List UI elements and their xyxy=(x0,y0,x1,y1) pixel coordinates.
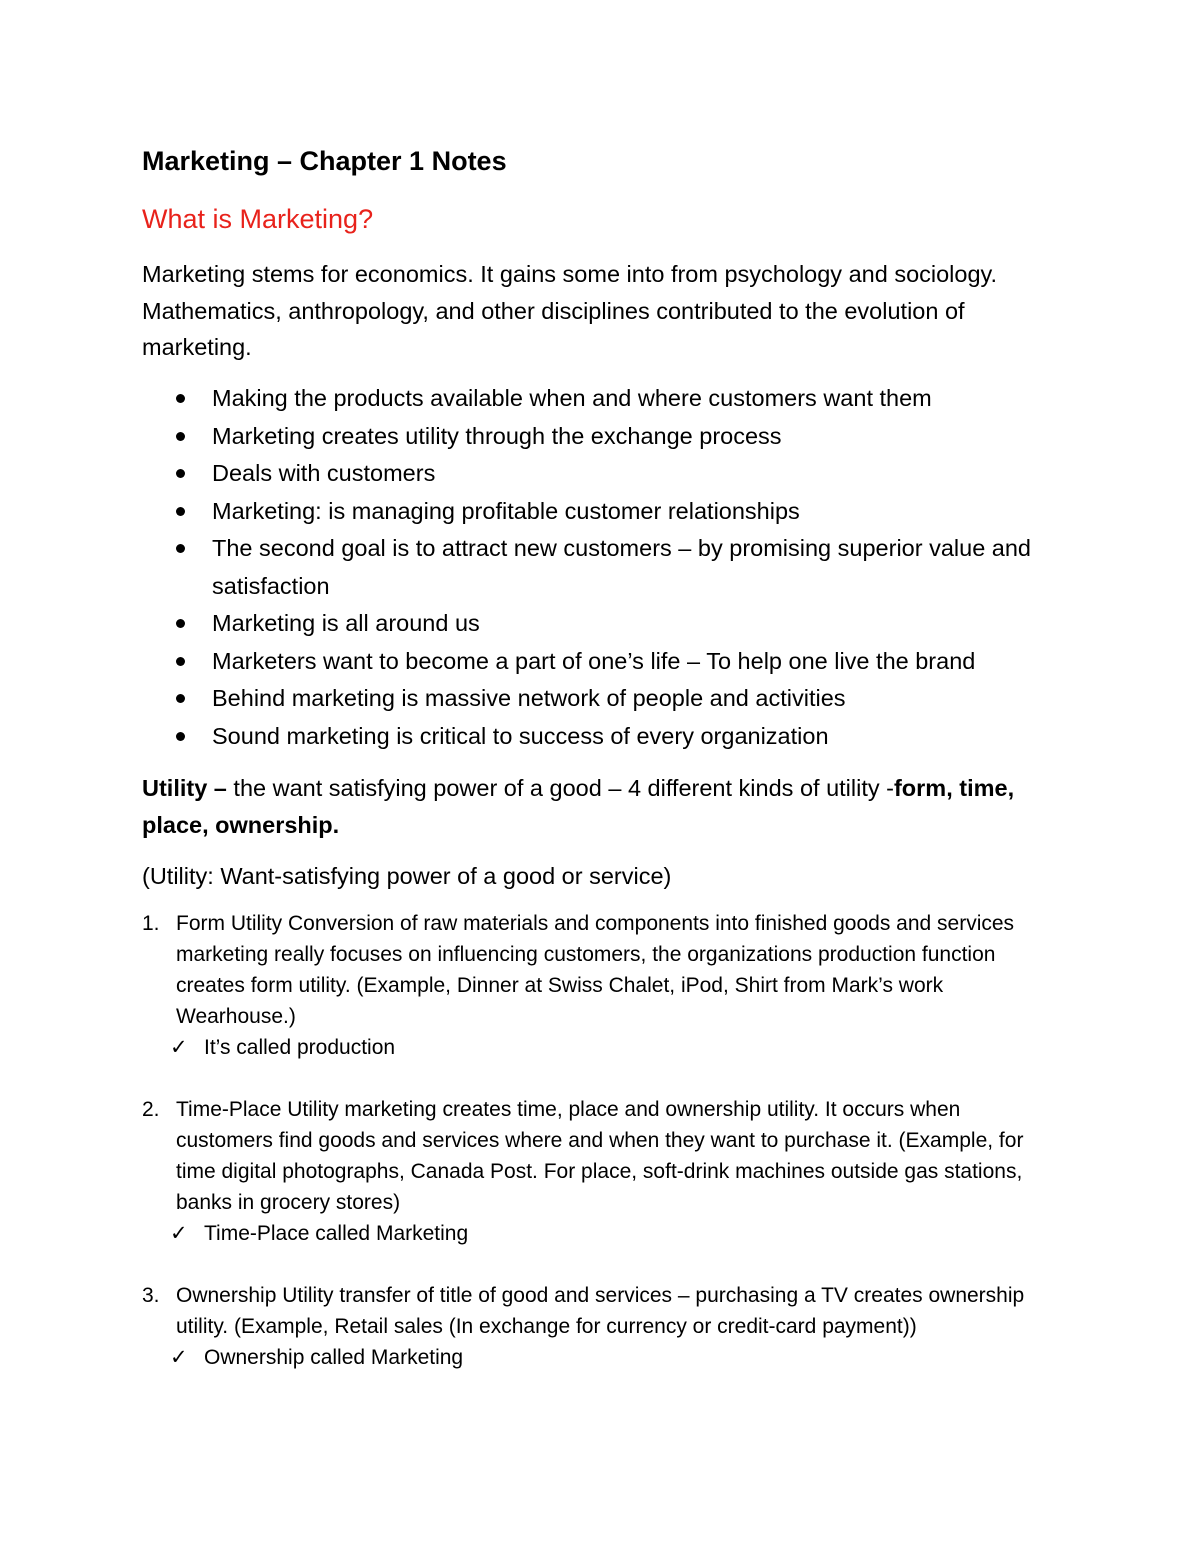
bullet-icon xyxy=(176,394,185,403)
bullet-list xyxy=(172,380,1052,755)
numbered-item xyxy=(142,1094,1057,1249)
bullet-text: Marketing is all around us xyxy=(212,610,480,636)
item-text: Time-Place Utility marketing creates time, place and ownership utility. It occurs when customers find goods and services where and when they want to purchase it. (Example, for time digital photographs, Canada Post. For place, soft-drink machines outside gas stations, banks in grocery stores) xyxy=(176,1098,1024,1214)
bullet-icon xyxy=(176,507,185,516)
list-item xyxy=(172,718,1052,756)
bullet-text: Behind marketing is massive network of people and activities xyxy=(212,685,846,711)
bullet-icon xyxy=(176,619,185,628)
checkmark-icon: ✓ xyxy=(170,1036,188,1059)
item-number: 2. xyxy=(142,1098,160,1121)
check-item xyxy=(170,1342,1057,1373)
check-item xyxy=(170,1032,1057,1063)
utility-kinds: form, time, place, ownership. xyxy=(142,775,1015,838)
check-text: It’s called production xyxy=(204,1036,396,1059)
check-text: Time-Place called Marketing xyxy=(204,1222,469,1245)
item-text: Ownership Utility transfer of title of good and services – purchasing a TV creates ownership utility. (Example, Retail sales (In exchange for currency or credit-card payment)) xyxy=(176,1284,1025,1338)
check-text: Ownership called Marketing xyxy=(204,1346,464,1369)
bullet-text: Sound marketing is critical to success of every organization xyxy=(212,722,829,749)
list-item xyxy=(172,455,1052,493)
bullet-icon xyxy=(176,469,185,478)
utility-term: Utility – xyxy=(142,775,227,801)
bullet-icon xyxy=(176,657,185,666)
numbered-item xyxy=(142,1280,1057,1373)
bullet-text: Marketers want to become a part of one’s life – To help one live the brand xyxy=(212,647,976,674)
utility-note: (Utility: Want-satisfying power of a good or service) xyxy=(142,863,672,889)
bullet-icon xyxy=(176,694,185,703)
list-item xyxy=(172,380,1052,418)
bullet-icon xyxy=(176,432,185,441)
check-item xyxy=(170,1218,1057,1249)
checkmark-icon: ✓ xyxy=(170,1346,188,1369)
list-item xyxy=(172,493,1052,531)
utility-definition-text: the want satisfying power of a good – 4 different kinds of utility - xyxy=(226,775,894,801)
item-number: 3. xyxy=(142,1284,160,1307)
intro-paragraph: Marketing stems for economics. It gains some into from psychology and sociology. Mathematics, anthropology, and other disciplines contributed to the evolution of marketing. xyxy=(142,261,998,360)
list-item xyxy=(172,530,1052,605)
bullet-text: Marketing: is managing profitable customer relationships xyxy=(212,497,800,524)
bullet-icon xyxy=(176,732,185,741)
list-item xyxy=(172,605,1052,643)
section-heading: What is Marketing? xyxy=(142,204,374,234)
document-title: Marketing – Chapter 1 Notes xyxy=(142,146,507,176)
utility-definition xyxy=(142,770,1052,844)
numbered-item xyxy=(142,908,1057,1063)
bullet-icon xyxy=(176,544,185,553)
bullet-text: Deals with customers xyxy=(212,460,436,486)
list-item xyxy=(172,680,1052,718)
item-text: Form Utility Conversion of raw materials and components into finished goods and services marketing really focuses on influencing customers, the organizations production function creates form utility. (Example, Dinner at Swiss Chalet, iPod, Shirt from Mark’s work Wearhouse.) xyxy=(176,912,1015,1028)
list-item xyxy=(172,418,1052,456)
item-number: 1. xyxy=(142,912,160,935)
list-item xyxy=(172,643,1052,681)
bullet-text: The second goal is to attract new customers – by promising superior value and satisfaction xyxy=(212,535,1032,599)
checkmark-icon: ✓ xyxy=(170,1222,188,1245)
bullet-text: Making the products available when and where customers want them xyxy=(212,385,932,411)
bullet-text: Marketing creates utility through the exchange process xyxy=(212,422,782,449)
